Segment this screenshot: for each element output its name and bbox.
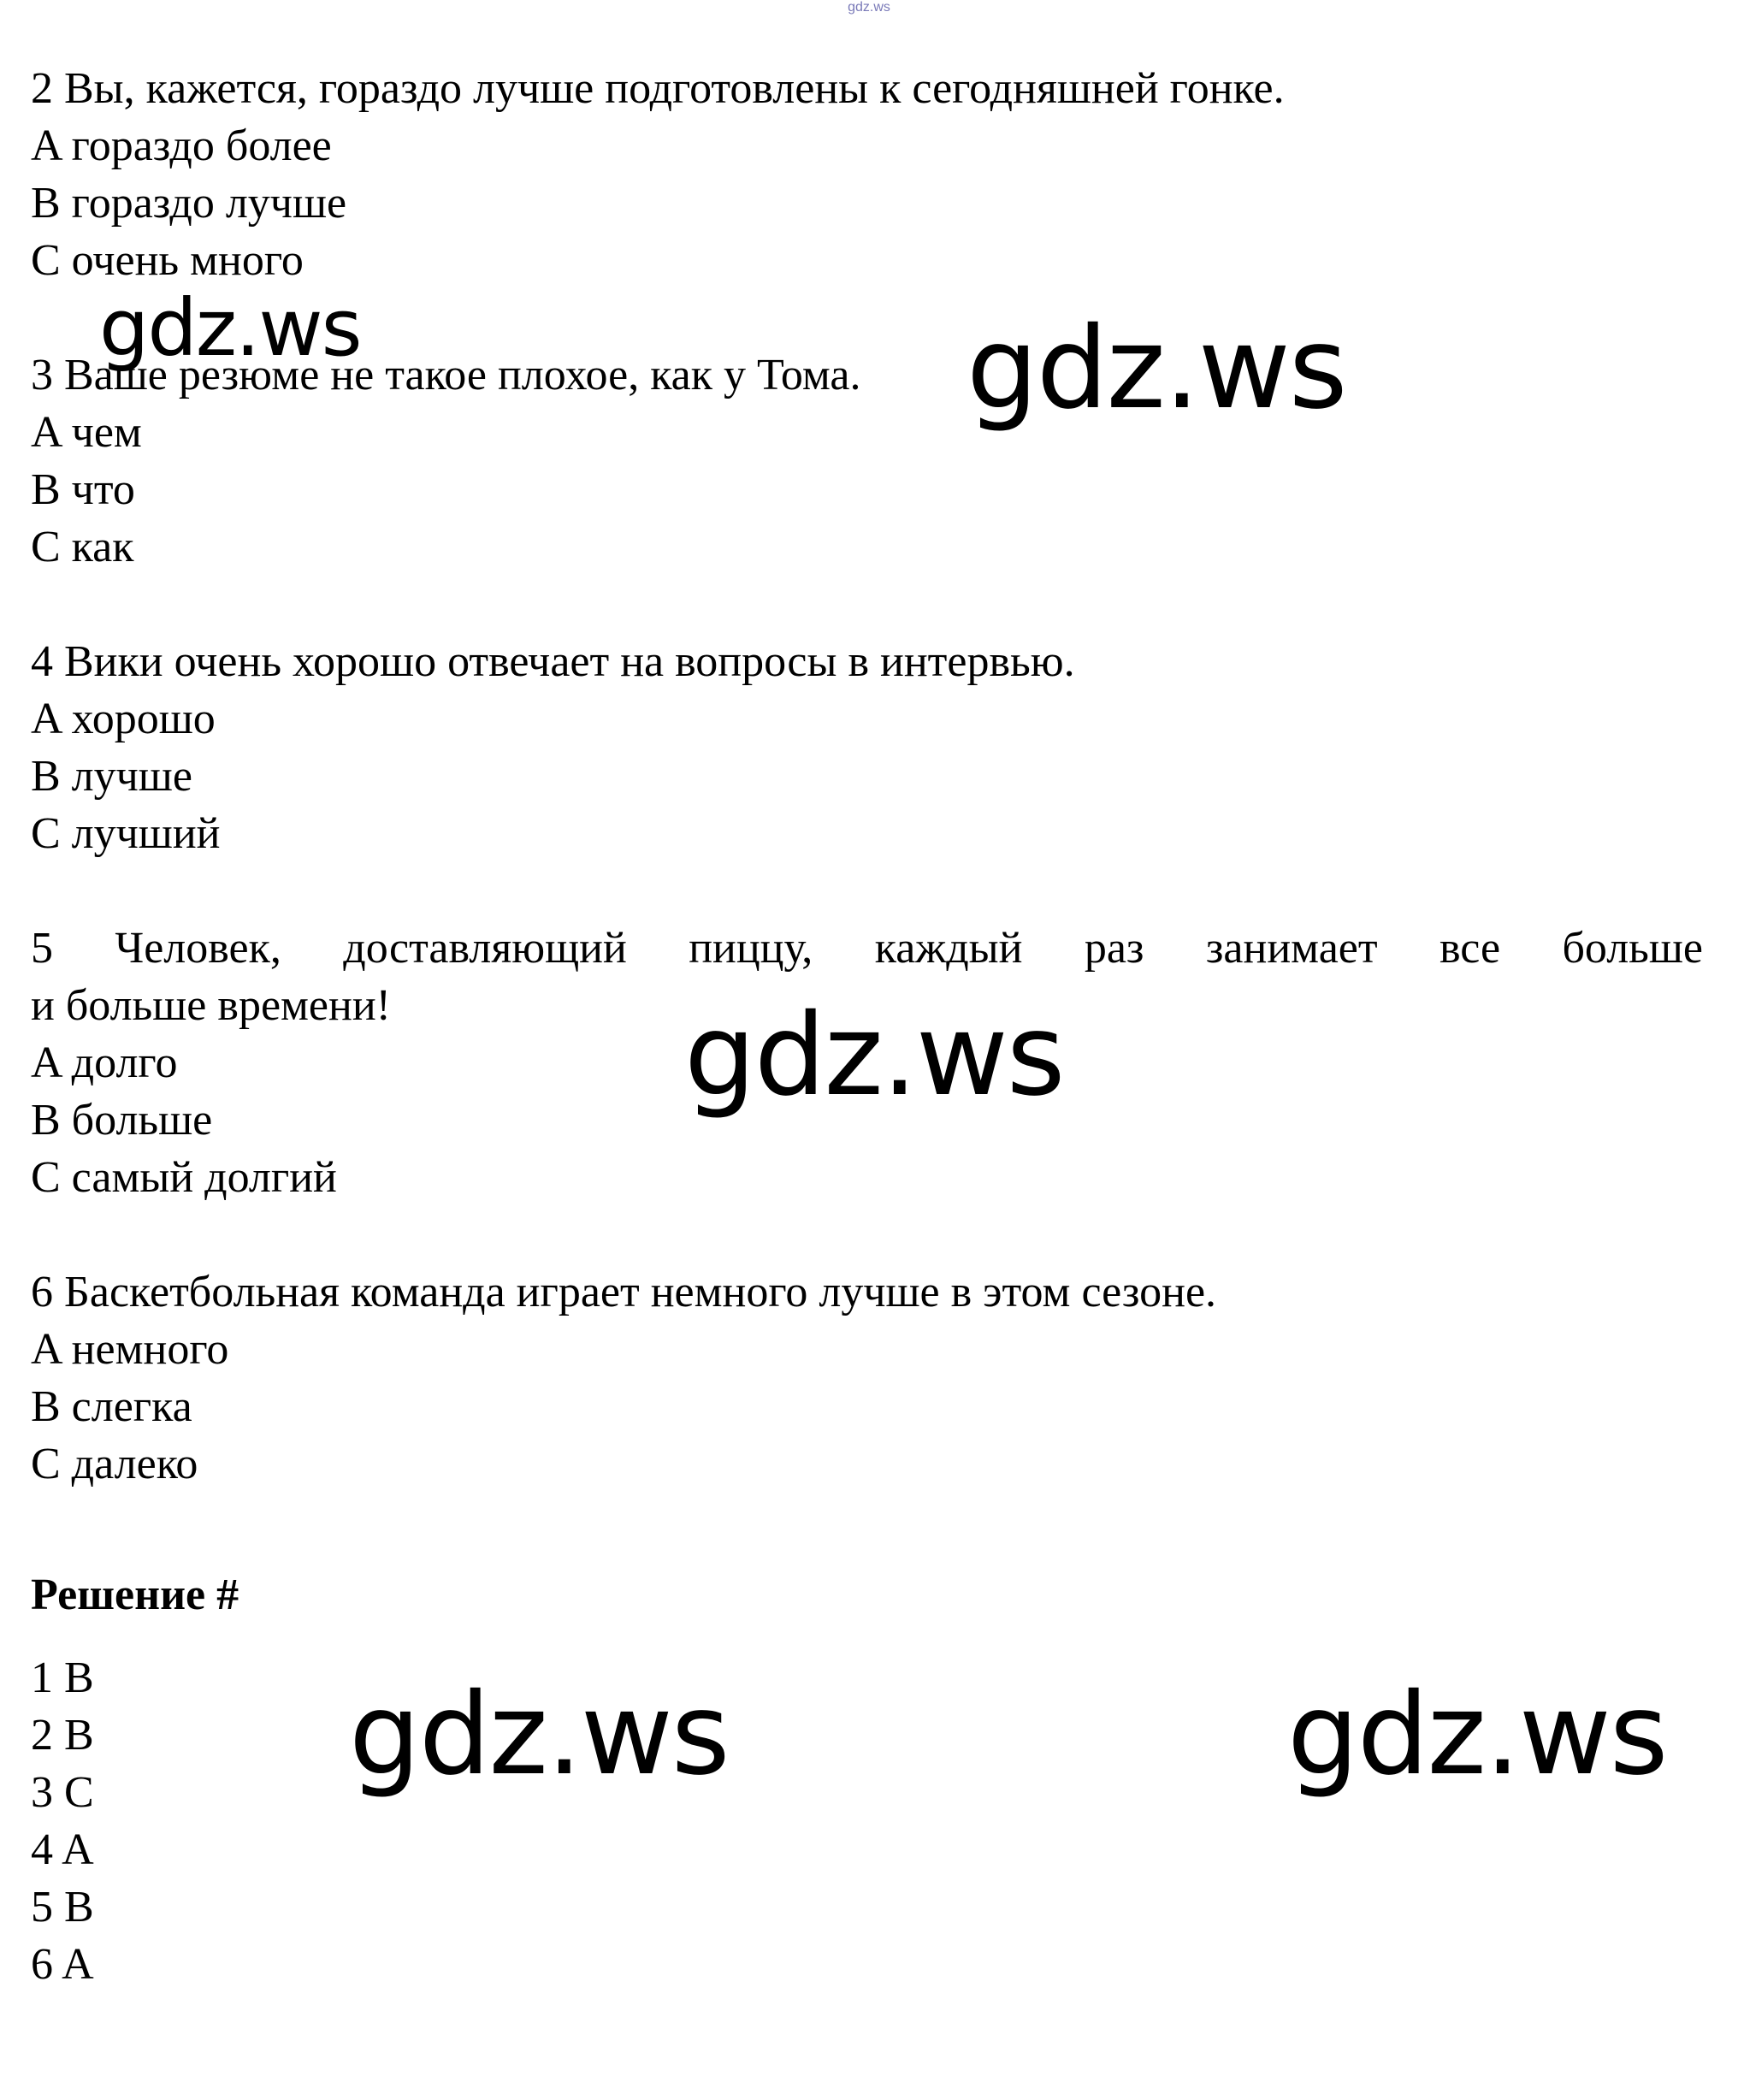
option-a: A хорошо [31,695,216,743]
answer-4: 4 A [31,1825,94,1874]
option-b: B больше [31,1096,213,1145]
option-a: A немного [31,1325,229,1374]
answer-5: 5 B [31,1883,94,1931]
option-a: A долго [31,1038,178,1087]
option-b: B что [31,465,135,514]
option-c: C как [31,523,134,571]
question-text: 2 Вы, кажется, гораздо лучше подготовлены к сегодняшней гонке. [31,64,1285,113]
watermark-5: gdz.ws [1287,1669,1667,1801]
spacer [31,576,1703,633]
option-a: A чем [31,408,142,457]
question-text-line-1: 5 Человек, доставляющий пиццу, каждый раз занимает все больше [31,924,1703,973]
answer-1: 1 B [31,1653,94,1702]
solution-heading: Решение # [31,1571,239,1619]
answer-2: 2 B [31,1711,94,1760]
site-mark-header: gdz.ws [848,0,890,15]
question-text: 6 Баскетбольная команда играет немного лучше в этом сезоне. [31,1268,1217,1316]
answer-3: 3 C [31,1768,94,1817]
option-a: A гораздо более [31,121,332,170]
spacer [31,1206,1703,1263]
option-c: C очень много [31,236,304,285]
watermark-3: gdz.ws [684,990,1064,1121]
option-c: C лучший [31,809,221,858]
question-block-6 [31,1263,1703,1493]
answer-6: 6 A [31,1940,94,1989]
option-b: B лучше [31,752,192,801]
question-text: 4 Вики очень хорошо отвечает на вопросы в интервью. [31,637,1075,686]
option-c: C далеко [31,1440,198,1488]
option-b: B слегка [31,1382,192,1431]
watermark-2: gdz.ws [967,303,1346,435]
question-block-4 [31,633,1703,862]
option-c: C самый долгий [31,1153,337,1202]
spacer [31,862,1703,920]
option-b: B гораздо лучше [31,179,347,228]
watermark-1: gdz.ws [99,282,361,374]
question-block-2 [31,60,1703,289]
question-block-3 [31,346,1703,576]
question-text: 3 Ваше резюме не такое плохое, как у Тома. [31,351,861,399]
watermark-4: gdz.ws [349,1669,729,1801]
question-text-line-2: и больше времени! [31,981,391,1030]
